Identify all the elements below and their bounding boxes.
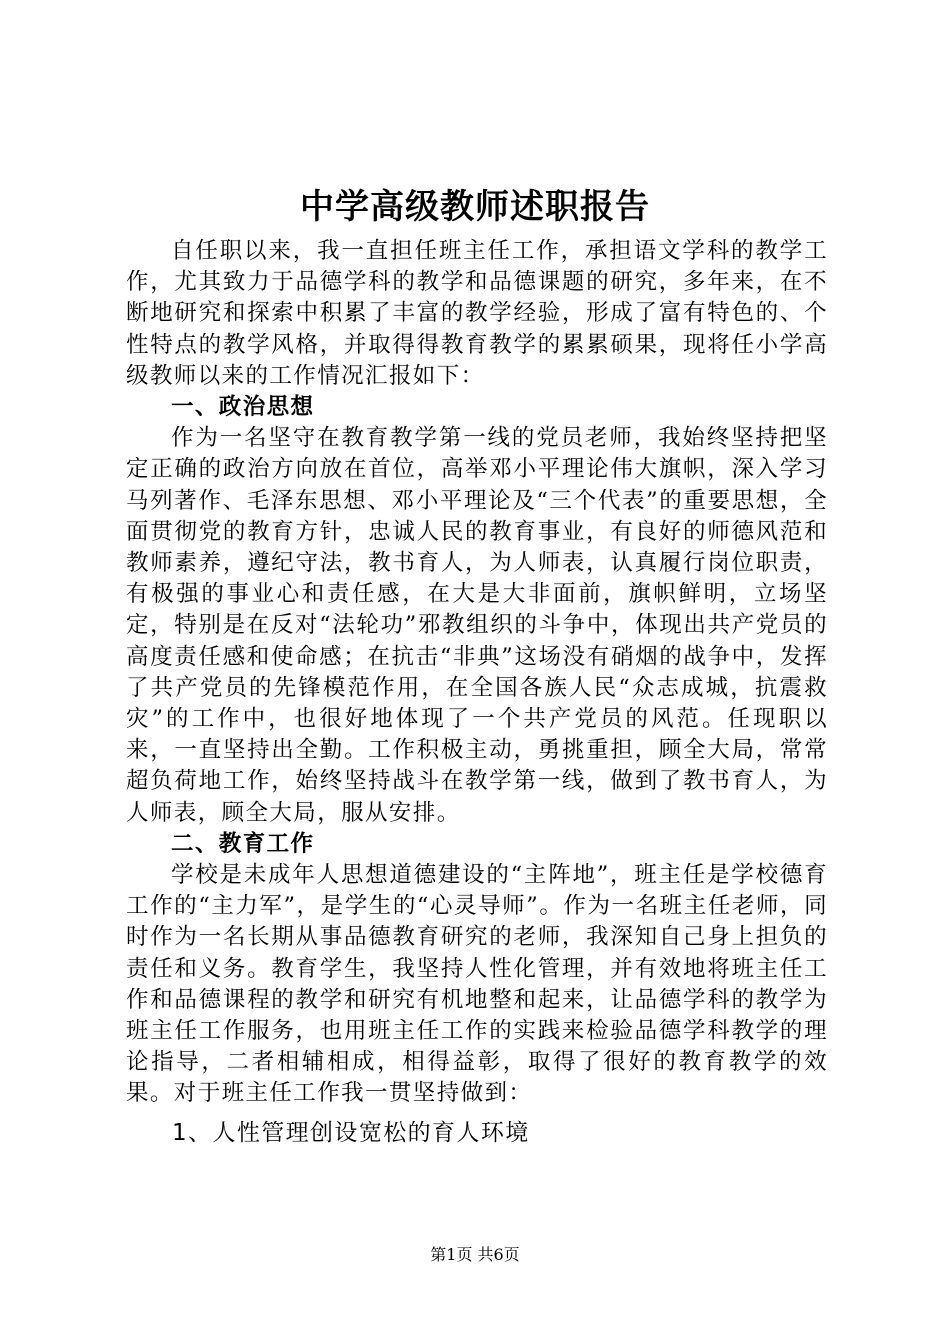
subsection-heading-humane-management: 1、人性管理创设宽松的育人环境 bbox=[172, 1119, 530, 1146]
section-paragraph-education: 学校是未成年人思想道德建设的“主阵地”，班主任是学校德育工作的“主力军”，是学生的“心灵导师”。作为一名班主任老师，同时作为一名长期从事品德教育研究的老师，我深知自己身上担负的责任和义务。教育学生，我坚持人性化管理，并有效地将班主任工作和品德课程的教学和研究有机地整和起来，让品德学科的教学为班主任工作服务，也用班主任工作的实践来检验品德学科教学的理论指导，二者相辅相成，相得益彰，取得了很好的教育教学的效果。对于班主任工作我一贯坚持做到： bbox=[126, 862, 828, 1107]
document-title: 中学高级教师述职报告 bbox=[300, 187, 650, 227]
section-heading-education: 二、教育工作 bbox=[171, 830, 315, 857]
page-number-footer: 第1页 共6页 bbox=[430, 1245, 520, 1264]
intro-paragraph: 自任职以来，我一直担任班主任工作，承担语文学科的教学工作，尤其致力于品德学科的教学和品德课题的研究，多年来，在不断地研究和探索中积累了丰富的教学经验，形成了富有特色的、个性特点的教学风格，并取得得教育教学的累累硕果，现将任小学高级教师以来的工作情况汇报如下： bbox=[126, 238, 828, 389]
document-body bbox=[126, 236, 828, 1150]
section-paragraph-politics: 作为一名坚守在教育教学第一线的党员老师，我始终坚持把坚定正确的政治方向放在首位，高举邓小平理论伟大旗帜，深入学习马列著作、毛泽东思想、邓小平理论及“三个代表”的重要思想，全面贯彻党的教育方针，忠诚人民的教育事业，有良好的师德风范和教师素养，遵纪守法，教书育人，为人师表，认真履行岗位职责，有极强的事业心和责任感，在大是大非面前，旗帜鲜明，立场坚定，特别是在反对“法轮功”邪教组织的斗争中，体现出共产党员的高度责任感和使命感；在抗击“非典”这场没有硝烟的战争中，发挥了共产党员的先锋模范作用，在全国各族人民“众志成城，抗震救灾”的工作中，也很好地体现了一个共产党员的风范。任现职以来，一直坚持出全勤。工作积极主动，勇挑重担，顾全大局，常常超负荷地工作，始终坚持战斗在教学第一线，做到了教书育人，为人师表，顾全大局，服从安排。 bbox=[126, 425, 828, 826]
section-heading-politics: 一、政治思想 bbox=[171, 394, 315, 421]
